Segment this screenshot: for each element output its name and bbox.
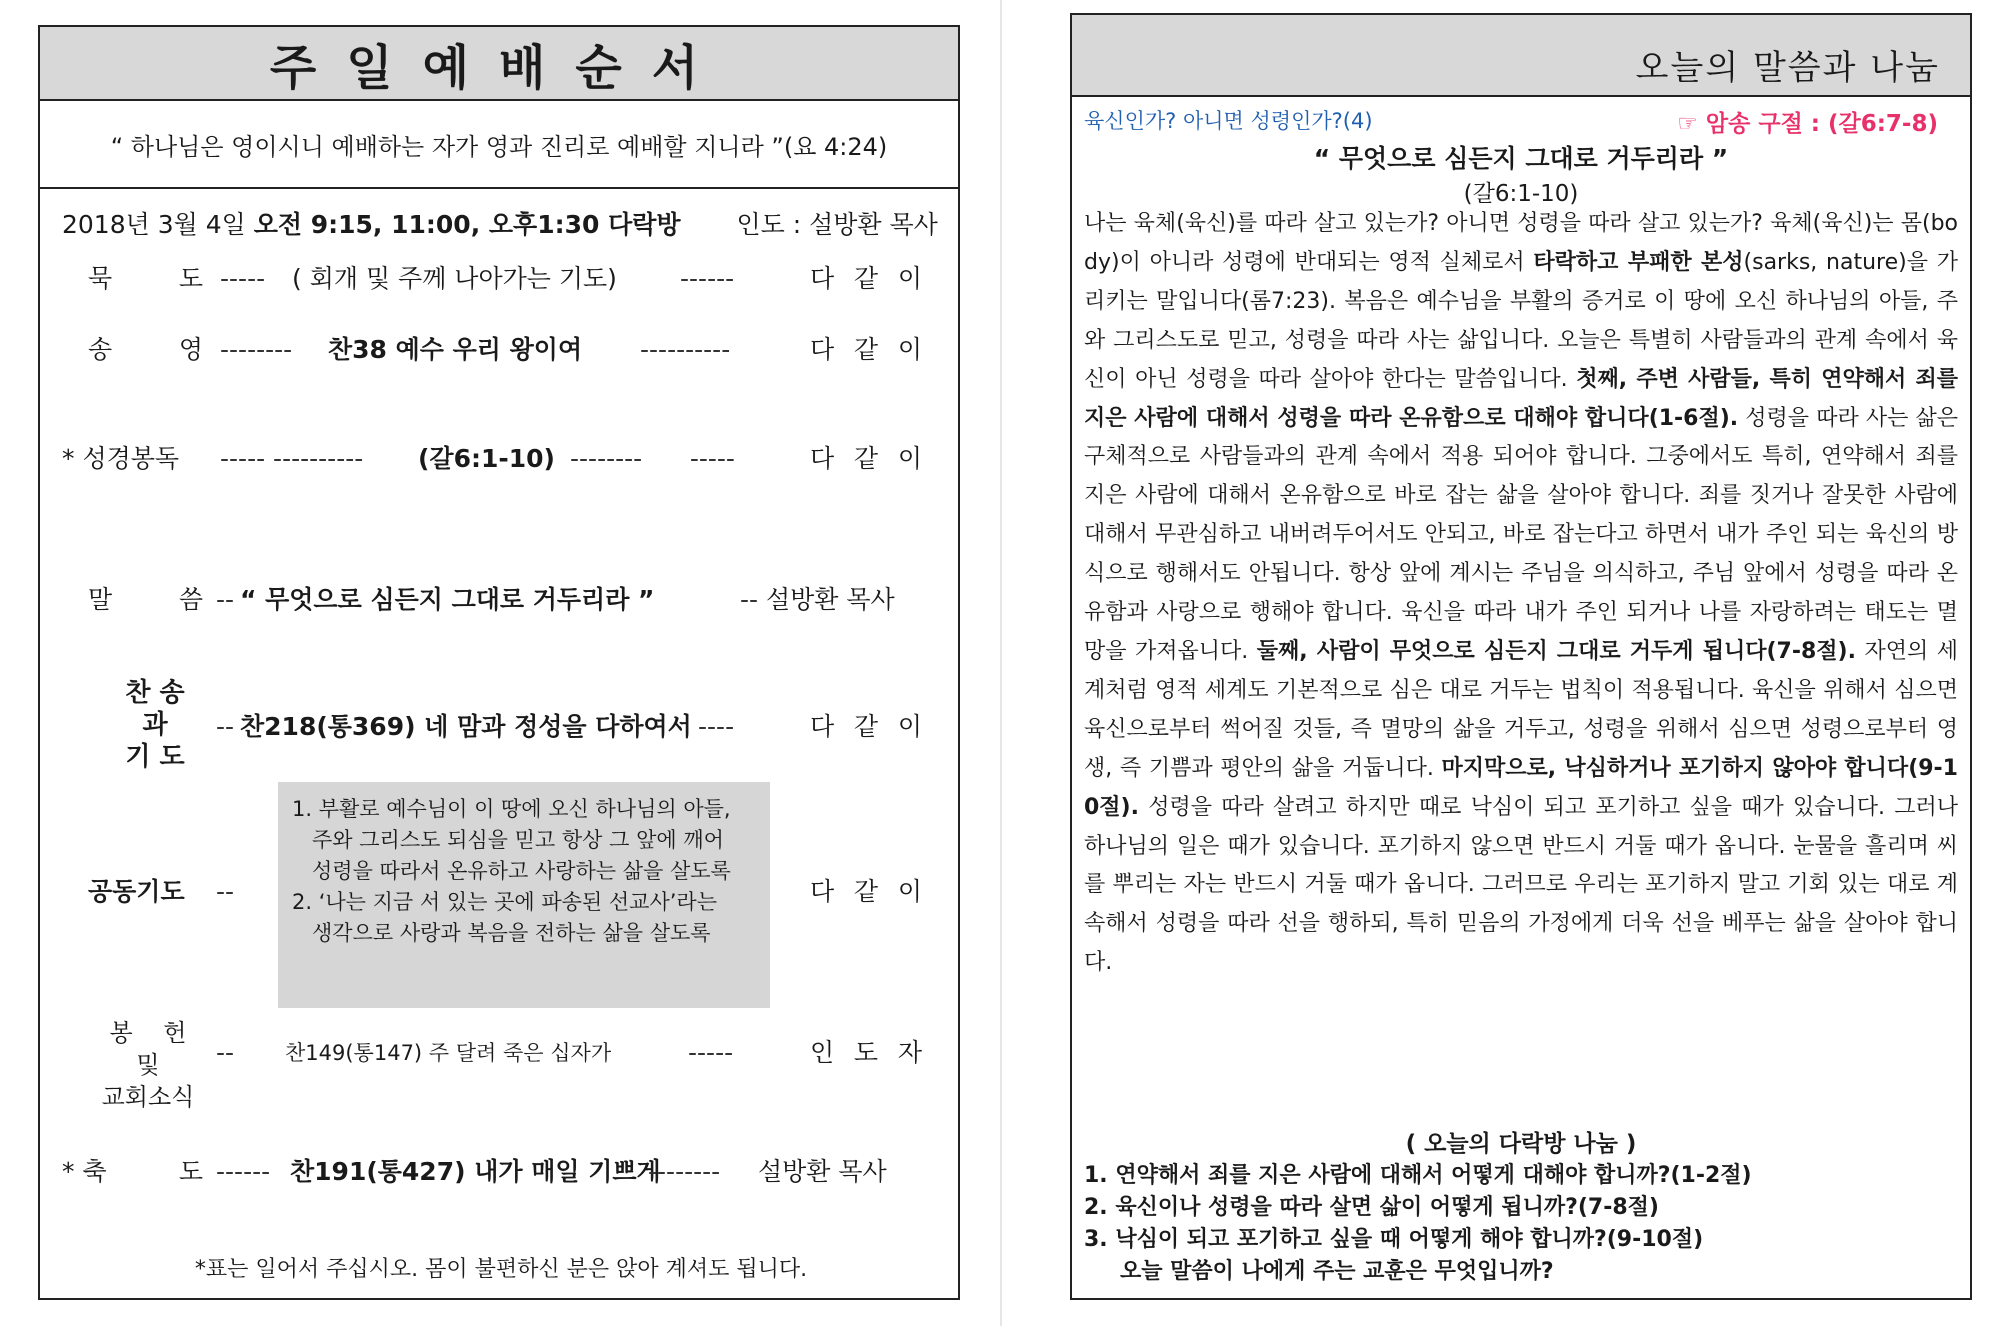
sermon-reference: (갈6:1-10) xyxy=(1463,181,1579,207)
order-dash: ------ xyxy=(680,264,735,293)
sermon-title: “ 무엇으로 심든지 그대로 거두리라 ” xyxy=(1313,144,1729,173)
order-leader xyxy=(810,707,922,747)
offering-label-line: 봉 헌 xyxy=(109,1019,187,1047)
series-title: 육신인가? 아니면 성령인가?(4) xyxy=(1084,109,1373,133)
order-leader xyxy=(810,259,922,299)
leader-char: 다 xyxy=(810,877,835,906)
memory-verse: ☞ 암송 구절 : (갈6:7-8) xyxy=(1677,111,1938,137)
order-dash: -------- ----- xyxy=(570,444,735,473)
sermon-panel xyxy=(1070,13,1972,1300)
leader-char: 인 xyxy=(810,1038,835,1067)
order-dash: -- xyxy=(216,1038,235,1067)
leader-char: 다 xyxy=(810,712,835,741)
leader-char: 다 xyxy=(810,444,835,473)
body-segment: 성령을 따라 살려고 하지만 때로 낙심이 되고 포기하고 싶을 때가 있습니다. 그러나 하나님의 일은 때가 있습니다. 포기하지 않으면 반드시 거둘 때가 옵니다. 눈물을 흘리며 씨를 뿌리는 자는 반드시 거둘 때가 옵니다. 그러므로 우리는 포기하지 말고 기회 있는 대로 계속해서 성령을 따라 선을 행하되, 특히 믿음의 가정에게 더욱 선을 베푸는 삶을 살아야 합니다. xyxy=(1084,794,1958,976)
order-dash: -- xyxy=(216,585,235,614)
order-row-doxology xyxy=(40,330,962,370)
prayer-line: 주와 그리스도 되심을 믿고 항상 그 앞에 깨어 xyxy=(292,828,724,852)
order-label: 씀 xyxy=(178,585,203,614)
order-label: * 축 xyxy=(62,1157,107,1186)
body-segment: 성령을 따라 사는 삶은 구체적으로 사람들과의 관계 속에서 적용 되어야 합니다. 그중에서도 특히, 연약해서 죄를 지은 사람에 대해서 온유함으로 바로 잡는 삶을 살아야 합니다. 죄를 짓거나 잘못한 사람에 대해서 무관심하고 내버려두어서도 안되고, 바로 잡는다고 하면서 내가 주인 되는 육신의 방식으로 행해서도 안됩니다. 항상 앞에 계시는 주님을 의식하고, 주님 앞에서 성령을 따라 온유함과 사랑으로 행해야 합니다. 육신을 따라 내가 주인 되거나 나를 자랑하려는 태도는 멸망을 가져옵니다. xyxy=(1084,405,1958,664)
order-dash: ----- xyxy=(688,1038,734,1067)
order-dash: ---- xyxy=(698,712,735,741)
order-leader xyxy=(810,872,922,912)
body-segment-bold: 둘째, 사람이 무엇으로 심든지 그대로 거두게 됩니다(7-8절). xyxy=(1256,638,1856,664)
order-dash: ----- xyxy=(220,264,266,293)
standing-note: *표는 일어서 주십시오. 몸이 불편하신 분은 앉아 계셔도 됩니다. xyxy=(194,1257,808,1282)
prayer-line: 1. 부활로 예수님이 이 땅에 오신 하나님의 아들, xyxy=(292,797,731,821)
question-item: 3. 낙심이 되고 포기하고 싶을 때 어떻게 해야 합니까?(9-10절) xyxy=(1084,1227,1704,1252)
leader-char: 같 xyxy=(853,264,879,293)
prayer-label: 공동기도 xyxy=(88,877,185,906)
order-label: 영 xyxy=(178,335,203,364)
hymn-label-line: 기 도 xyxy=(125,742,185,772)
leader-char: 도 xyxy=(853,1038,879,1067)
hymn-label-line: 과 xyxy=(142,710,168,740)
order-dash: -- xyxy=(216,877,235,906)
service-times: 오전 9:15, 11:00, 오후1:30 다락방 xyxy=(253,210,681,239)
worship-order-panel xyxy=(38,25,960,1300)
order-content: 찬38 예수 우리 왕이여 xyxy=(328,335,583,364)
leader-char: 같 xyxy=(853,712,879,741)
sharing-title: ( 오늘의 다락방 나눔 ) xyxy=(1405,1131,1637,1157)
order-dash: -------- xyxy=(220,335,293,364)
order-dash: ---------- xyxy=(640,335,731,364)
prayer-line: 성령을 따라서 온유하고 사랑하는 삶을 살도록 xyxy=(292,859,731,883)
order-row-offering xyxy=(40,1033,962,1073)
leader-char: 같 xyxy=(853,335,879,364)
leader-char: 같 xyxy=(853,877,879,906)
page-fold xyxy=(1000,0,1002,1326)
order-label: 송 xyxy=(88,335,113,364)
offering-label-line: 및 xyxy=(136,1051,160,1079)
order-row-silent-prayer xyxy=(40,259,962,299)
hymn-label-line: 찬 송 xyxy=(125,678,185,708)
prayer-line: 2. ‘나는 지금 서 있는 곳에 파송된 선교사’라는 xyxy=(292,890,717,914)
question-item: 2. 육신이나 성령을 따라 살면 삶이 어떻게 됩니까?(7-8절) xyxy=(1084,1195,1659,1220)
sermon-panel-title: 오늘의 말씀과 나눔 xyxy=(1072,15,1970,97)
sharing-questions xyxy=(1084,1160,1944,1288)
leader-char: 이 xyxy=(897,877,922,906)
leader-char: 자 xyxy=(897,1038,922,1067)
leader-char: 이 xyxy=(897,712,922,741)
body-segment: 나는 육체(육신)를 따라 살고 있는가? 아니면 성령을 따라 살고 있는가? 육체(육신)는 몸(body)이 아니라 성령에 반대되는 영적 실체로서 xyxy=(1084,211,1958,275)
order-label: 말 xyxy=(88,585,113,614)
order-content: 찬218(통369) 네 맘과 정성을 다하여서 xyxy=(240,712,692,741)
leader-char: 같 xyxy=(853,444,879,473)
order-content: 찬191(통427) 내가 매일 기쁘게 xyxy=(290,1157,661,1186)
body-segment: 자연의 세계처럼 영적 세계도 기본적으로 심은 대로 거두는 법칙이 적용됩니다. 육신을 위해서 심으면 육신으로부터 썩어질 것들, 즉 멸망의 삶을 거두고, 성령을 위해서 심으면 성령으로부터 영생, 즉 기쁨과 평안의 삶을 거둡니다. xyxy=(1084,638,1958,781)
leader-char: 다 xyxy=(810,335,835,364)
body-segment-bold: 타락하고 부패한 본성 xyxy=(1533,249,1744,275)
body-segment: (sarks, nature)을 가리키는 말입니다(롬7:23). 복음은 예수님을 부활의 증거로 이 땅에 오신 하나님의 아들, 주와 그리스도로 믿고, 성령을 따라 사는 삶입니다. 오늘은 특별히 사람들과의 관계 속에서 육신이 아닌 성령을 따라 살아야 한다는 말씀입니다. xyxy=(1084,249,1958,392)
order-dash: -- xyxy=(740,585,759,614)
common-prayer-box xyxy=(278,782,770,1008)
order-leader: 설방환 목사 xyxy=(766,585,895,614)
order-dash: -------- xyxy=(648,1157,721,1186)
theme-verse: “ 하나님은 영이시니 예배하는 자가 영과 진리로 예배할 지니라 ”(요 4:24) xyxy=(40,101,958,189)
order-content: 찬149(통147) 주 달려 죽은 십자가 xyxy=(285,1041,612,1065)
body-segment-bold: 첫째, 주변 사람들, 특히 연약해서 죄를 지은 사람에 대해서 성령을 따라 온유함으로 대해야 합니다(1-6절). xyxy=(1084,366,1958,431)
order-dash: ----- ---------- xyxy=(220,444,364,473)
worship-order-title: 주일예배순서 xyxy=(40,27,958,101)
leader-char: 이 xyxy=(897,444,922,473)
order-content: “ 무엇으로 심든지 그대로 거두리라 ” xyxy=(240,585,655,614)
service-date: 2018년 3월 4일 xyxy=(62,210,246,239)
order-dash: ------ xyxy=(216,1157,271,1186)
order-label: 묵 xyxy=(88,264,113,293)
body-segment-bold: 마지막으로, 낙심하거나 포기하지 않아야 합니다(9-10절). xyxy=(1084,755,1958,820)
prayer-line: 생각으로 사랑과 복음을 전하는 삶을 살도록 xyxy=(292,921,711,945)
order-row-sermon xyxy=(40,580,962,620)
order-leader xyxy=(810,330,922,370)
sermon-body xyxy=(1084,205,1958,983)
question-item: 1. 연약해서 죄를 지은 사람에 대해서 어떻게 대해야 합니까?(1-2절) xyxy=(1084,1163,1752,1188)
order-leader xyxy=(810,1033,922,1073)
order-label: 도 xyxy=(178,1157,203,1186)
order-row-benediction xyxy=(40,1152,962,1192)
order-content: (갈6:1-10) xyxy=(418,444,555,473)
order-leader: 설방환 목사 xyxy=(758,1157,887,1186)
order-label: * 성경봉독 xyxy=(62,444,180,473)
order-dash: -- xyxy=(216,712,235,741)
leader-char: 다 xyxy=(810,264,835,293)
leader-char: 이 xyxy=(897,264,922,293)
service-leader: 인도 : 설방환 목사 xyxy=(736,210,938,239)
leader-char: 이 xyxy=(897,335,922,364)
offering-label-line: 교회소식 xyxy=(101,1083,195,1111)
order-label: 도 xyxy=(178,264,203,293)
order-leader xyxy=(810,439,922,479)
order-content: ( 회개 및 주께 나아가는 기도) xyxy=(292,264,617,293)
question-extra: 오늘 말씀이 나에게 주는 교훈은 무엇입니까? xyxy=(1120,1259,1554,1284)
order-row-scripture xyxy=(40,439,962,479)
order-row-hymn xyxy=(40,707,962,747)
service-info xyxy=(62,205,938,241)
